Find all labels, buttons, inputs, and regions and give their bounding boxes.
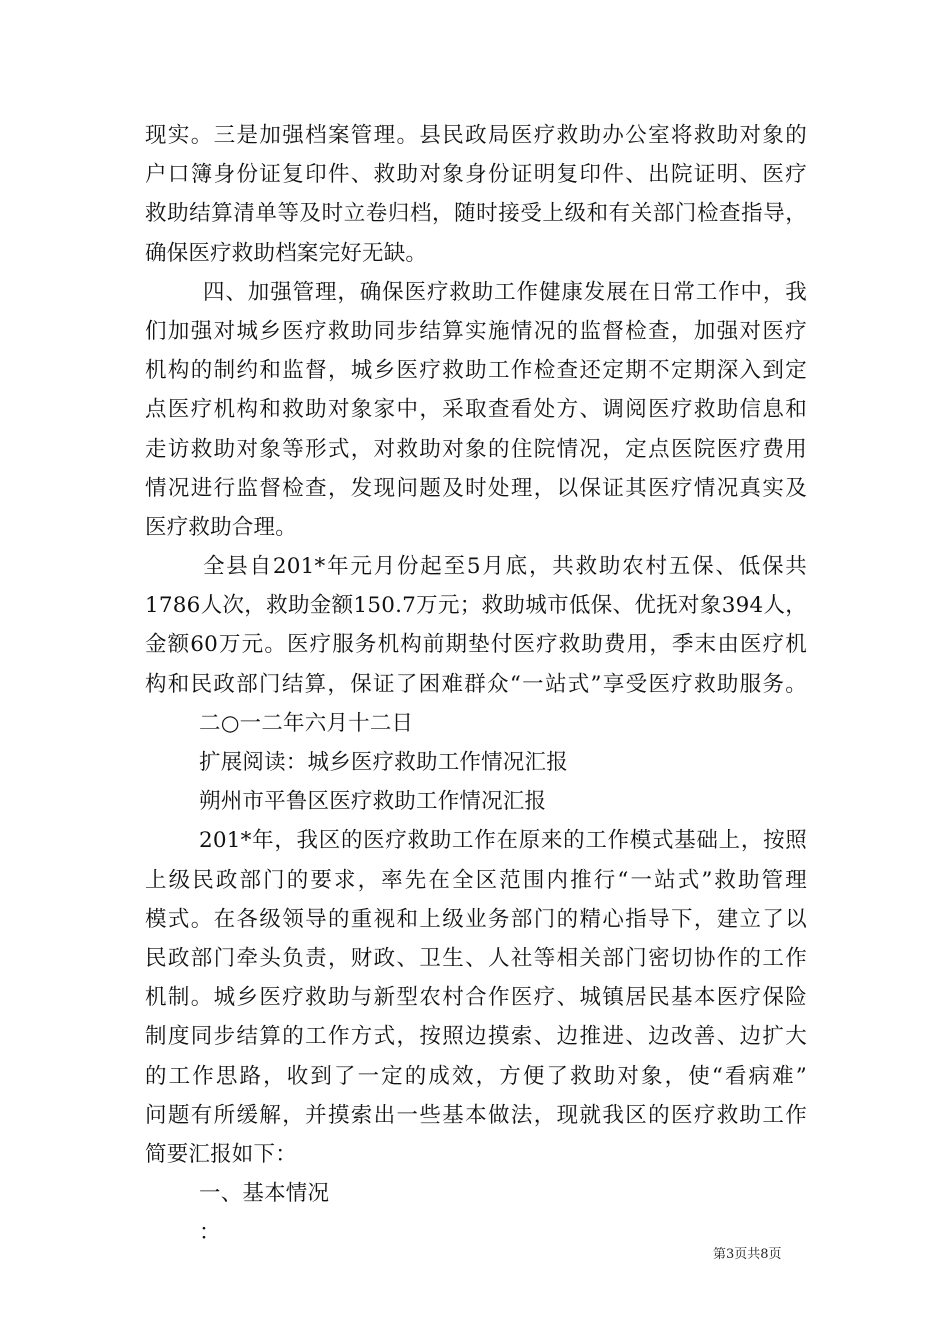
section-heading: 一、基本情况 bbox=[199, 1181, 330, 1207]
text-line: 点医疗机构和救助对象家中，采取查看处方、调阅医疗救助信息和 bbox=[145, 397, 807, 423]
text-line: 救助结算清单等及时立卷归档，随时接受上级和有关部门检查指导， bbox=[145, 201, 807, 227]
text-line: 走访救助对象等形式，对救助对象的住院情况，定点医院医疗费用 bbox=[145, 436, 807, 462]
text-line: ： bbox=[199, 1220, 221, 1246]
text-line: 1786人次，救助金额150.7万元；救助城市低保、优抚对象394人， bbox=[145, 593, 807, 619]
extended-reading-heading: 扩展阅读：城乡医疗救助工作情况汇报 bbox=[199, 750, 568, 775]
text-line: 简要汇报如下： bbox=[145, 1141, 297, 1167]
text-line: 构和民政部门结算，保证了困难群众“一站式”享受医疗救助服务。 bbox=[145, 671, 807, 697]
text-line: 户口簿身份证复印件、救助对象身份证明复印件、出院证明、医疗 bbox=[145, 162, 807, 188]
page-number-footer: 第3页共8页 bbox=[713, 1247, 782, 1262]
text-line: 上级民政部门的要求，率先在全区范围内推行“一站式”救助管理 bbox=[145, 867, 807, 893]
document-body bbox=[145, 116, 807, 1252]
text-line: 们加强对城乡医疗救助同步结算实施情况的监督检查，加强对医疗 bbox=[145, 318, 807, 344]
text-line: 模式。在各级领导的重视和上级业务部门的精心指导下，建立了以 bbox=[145, 906, 807, 932]
text-line: 医疗救助合理。 bbox=[145, 514, 297, 540]
text-line: 的工作思路，收到了一定的成效，方便了救助对象，使“看病难” bbox=[145, 1063, 807, 1089]
text-line: 201*年，我区的医疗救助工作在原来的工作模式基础上，按照 bbox=[199, 828, 807, 854]
text-line: 机制。城乡医疗救助与新型农村合作医疗、城镇居民基本医疗保险 bbox=[145, 985, 807, 1011]
text-line: 问题有所缓解，并摸索出一些基本做法，现就我区的医疗救助工作 bbox=[145, 1102, 807, 1128]
text-line: 确保医疗救助档案完好无缺。 bbox=[145, 240, 428, 266]
text-line: 现实。三是加强档案管理。县民政局医疗救助办公室将救助对象的 bbox=[145, 123, 807, 148]
report-title: 朔州市平鲁区医疗救助工作情况汇报 bbox=[199, 789, 547, 815]
text-line: 全县自201*年元月份起至5月底，共救助农村五保、低保共 bbox=[203, 554, 807, 580]
text-line: 制度同步结算的工作方式，按照边摸索、边推进、边改善、边扩大 bbox=[145, 1024, 807, 1050]
text-line: 民政部门牵头负责，财政、卫生、人社等相关部门密切协作的工作 bbox=[145, 945, 807, 971]
text-line: 四、加强管理，确保医疗救助工作健康发展在日常工作中，我 bbox=[203, 279, 807, 305]
text-line: 情况进行监督检查，发现问题及时处理，以保证其医疗情况真实及 bbox=[145, 475, 807, 501]
text-line: 机构的制约和监督，城乡医疗救助工作检查还定期不定期深入到定 bbox=[145, 358, 807, 384]
text-line: 金额60万元。医疗服务机构前期垫付医疗救助费用，季末由医疗机 bbox=[145, 632, 807, 658]
date-line: 二○一二年六月十二日 bbox=[199, 710, 414, 736]
